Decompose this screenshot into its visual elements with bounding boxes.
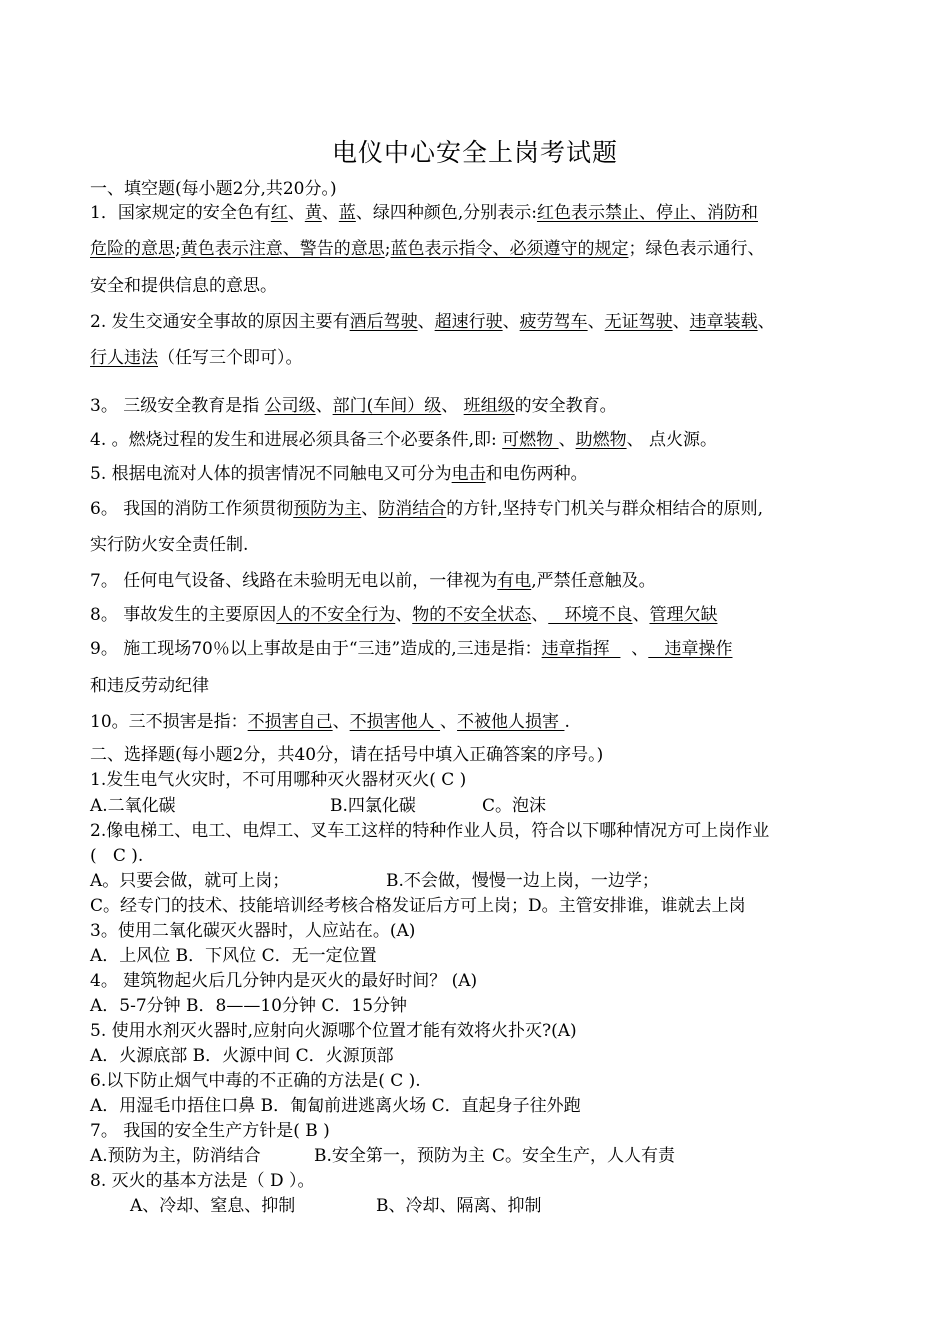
text: 8。 事故发生的主要原因 — [90, 605, 277, 625]
answer: 不损害自己 — [247, 712, 333, 732]
answer: 预防为主 — [293, 499, 362, 519]
page-title: 电仪中心安全上岗考试题 — [331, 138, 618, 167]
text: 的方针,坚持专门机关与群众相结合的原则, — [446, 499, 764, 519]
text: 、 — [531, 605, 549, 625]
text: 2. 发生交通安全事故的原因主要有 — [90, 312, 350, 332]
choice-q5-stem: 5. 使用水剂灭火器时,应射向火源哪个位置才能有效将火扑灭?(A) — [90, 1021, 577, 1041]
fill-q1-line2 — [90, 238, 764, 260]
option-c: C。安全生产，人人有责 — [492, 1146, 676, 1166]
option-a: A、冷却、窒息、抑制 — [130, 1196, 296, 1216]
fill-q1-line1 — [90, 202, 758, 224]
text: ; — [175, 239, 181, 259]
text: 4. 。燃烧过程的发生和进展必须具备三个必要条件,即: — [90, 430, 503, 450]
answer: 公司级 — [264, 396, 316, 416]
choice-q7-stem: 7。 我国的安全生产方针是( B ) — [90, 1121, 330, 1141]
option-b: B.四氯化碳 — [330, 796, 416, 816]
choice-q1-options — [90, 795, 546, 817]
option-a: A.预防为主，防消结合 — [90, 1146, 261, 1166]
answer: 可燃物 — [502, 430, 559, 450]
answer: 无证驾驶 — [604, 312, 673, 332]
choice-q2-options-cd: C。经专门的技术、技能培训经考核合格发证后方可上岗；D。主管安排谁，谁就去上岗 — [90, 896, 746, 916]
text: （任写三个即可）。 — [158, 348, 303, 368]
answer: 人的不安全行为 — [276, 605, 396, 625]
text: 10。三不损害是指： — [90, 712, 248, 732]
text: 9。 施工现场70％以上事故是由于“三违”造成的,三违是指： — [90, 639, 542, 659]
answer: 助燃物 — [575, 430, 627, 450]
text: 5. 根据电流对人体的损害情况不同触电又可分为 — [90, 464, 452, 484]
fill-q2-line2 — [90, 347, 303, 369]
option-b: B.安全第一，预防为主 — [314, 1146, 485, 1166]
text: 、 — [757, 312, 775, 332]
text: 的安全教育。 — [514, 396, 617, 416]
choice-q5-options: A．火源底部 B．火源中间 C．火源顶部 — [90, 1046, 394, 1066]
text: 、 点火源。 — [626, 430, 717, 450]
section2-header: 二、选择题(每小题2分，共40分，请在括号中填入正确答案的序号。) — [90, 745, 604, 765]
answer: 班组级 — [463, 396, 515, 416]
answer: 部门(车间）级 — [332, 396, 442, 416]
option-b: B、冷却、隔离、抑制 — [376, 1196, 542, 1216]
answer: 行人违法 — [90, 348, 158, 368]
text: 7。 任何电气设备、线路在未验明无电以前，一律视为 — [90, 571, 498, 591]
answer: 蓝 — [338, 203, 356, 223]
answer: 违章操作 — [648, 639, 733, 659]
text: 、 — [672, 312, 690, 332]
choice-q6-options: A．用湿毛巾捂住口鼻 B．匍匐前进逃离火场 C．直起身子往外跑 — [90, 1096, 581, 1116]
text: 、 — [441, 396, 464, 416]
fill-q6-line2: 实行防火安全责任制. — [90, 535, 249, 555]
choice-q8-options — [130, 1195, 542, 1217]
answer: 不被他人损害 — [457, 712, 565, 732]
choice-q6-stem: 6.以下防止烟气中毒的不正确的方法是( C ). — [90, 1071, 421, 1091]
text: ; — [384, 239, 391, 259]
text: 、 — [315, 396, 333, 416]
fill-q8 — [90, 604, 717, 626]
option-a: A。只要会做，就可上岗； — [90, 871, 290, 891]
choice-q3-options: A．上风位 B．下风位 C．无一定位置 — [90, 946, 377, 966]
text: ,严禁任意触及。 — [531, 571, 656, 591]
fill-q3 — [90, 395, 617, 417]
answer: 蓝色表示指令、必须遵守的规定 — [390, 239, 629, 259]
fill-q9-line2: 和违反劳动纪律 — [90, 676, 209, 696]
answer: 疲劳驾车 — [519, 312, 588, 332]
choice-q8-stem: 8. 灭火的基本方法是（ D ）。 — [90, 1171, 315, 1191]
answer: 酒后驾驶 — [349, 312, 418, 332]
answer: 违章装载 — [689, 312, 758, 332]
fill-q1-line3: 安全和提供信息的意思。 — [90, 276, 277, 296]
text: 、 — [395, 605, 413, 625]
answer: 超速行驶 — [434, 312, 503, 332]
answer: 物的不安全状态 — [412, 605, 532, 625]
answer: 有电 — [497, 571, 532, 591]
option-b: B.不会做，慢慢一边上岗，一边学； — [386, 871, 659, 891]
fill-q10 — [90, 711, 570, 733]
choice-q2-stem: 2.像电梯工、电工、电焊工、叉车工这样的特种作业人员，符合以下哪种情况方可上岗作业 — [90, 821, 770, 841]
answer: 管理欠缺 — [649, 605, 718, 625]
text: . — [564, 712, 570, 732]
answer: 电击 — [451, 464, 486, 484]
text: 和电伤两种。 — [485, 464, 588, 484]
answer: 红色表示禁止、停止、消防和 — [536, 203, 758, 223]
text: 、绿四种颜色,分别表示: — [355, 203, 537, 223]
answer: 红 — [270, 203, 288, 223]
choice-q1-stem: 1.发生电气火灾时，不可用哪种灭火器材灭火( C ) — [90, 770, 467, 790]
text: 、 — [502, 312, 520, 332]
choice-q2-options-ab — [90, 870, 659, 892]
answer: 环境不良 — [548, 605, 633, 625]
choice-q3-stem: 3。使用二氧化碳灭火器时，人应站在。(A) — [90, 921, 416, 941]
choice-q4-stem: 4。 建筑物起火后几分钟内是灭火的最好时间？ (A) — [90, 971, 478, 991]
answer: 黄色表示注意、警告的意思 — [180, 239, 385, 259]
text: 、 — [620, 639, 649, 659]
text: 1．国家规定的安全色有 — [90, 203, 271, 223]
answer: 防消结合 — [378, 499, 447, 519]
answer: 违章指挥 — [541, 639, 621, 659]
text: 6。 我国的消防工作须贯彻 — [90, 499, 294, 519]
choice-q7-options — [90, 1145, 675, 1167]
section1-header: 一、填空题(每小题2分,共20分。) — [90, 179, 337, 199]
text: 、 — [361, 499, 379, 519]
fill-q7 — [90, 570, 656, 592]
text: 、 — [587, 312, 605, 332]
text: ；绿色表示通行、 — [628, 239, 765, 259]
text: 、 — [321, 203, 339, 223]
text: 、 — [417, 312, 435, 332]
text: 、 — [440, 712, 458, 732]
text: 3。 三级安全教育是指 — [90, 396, 265, 416]
choice-q2-stem2: ( C ). — [90, 846, 144, 866]
fill-q4 — [90, 429, 717, 451]
text: 、 — [332, 712, 350, 732]
fill-q9-line1 — [90, 638, 732, 660]
answer: 危险的意思 — [90, 239, 175, 259]
fill-q2-line1 — [90, 311, 775, 333]
fill-q5 — [90, 463, 588, 485]
text: 、 — [558, 430, 576, 450]
answer: 黄 — [304, 203, 322, 223]
text: 、 — [287, 203, 305, 223]
fill-q6-line1 — [90, 498, 763, 520]
option-a: A.二氧化碳 — [90, 796, 176, 816]
answer: 不损害他人 — [349, 712, 441, 732]
text: 、 — [632, 605, 650, 625]
option-c: C。泡沫 — [482, 796, 547, 816]
choice-q4-options: A．5-7分钟 B．8——10分钟 C．15分钟 — [90, 996, 408, 1016]
